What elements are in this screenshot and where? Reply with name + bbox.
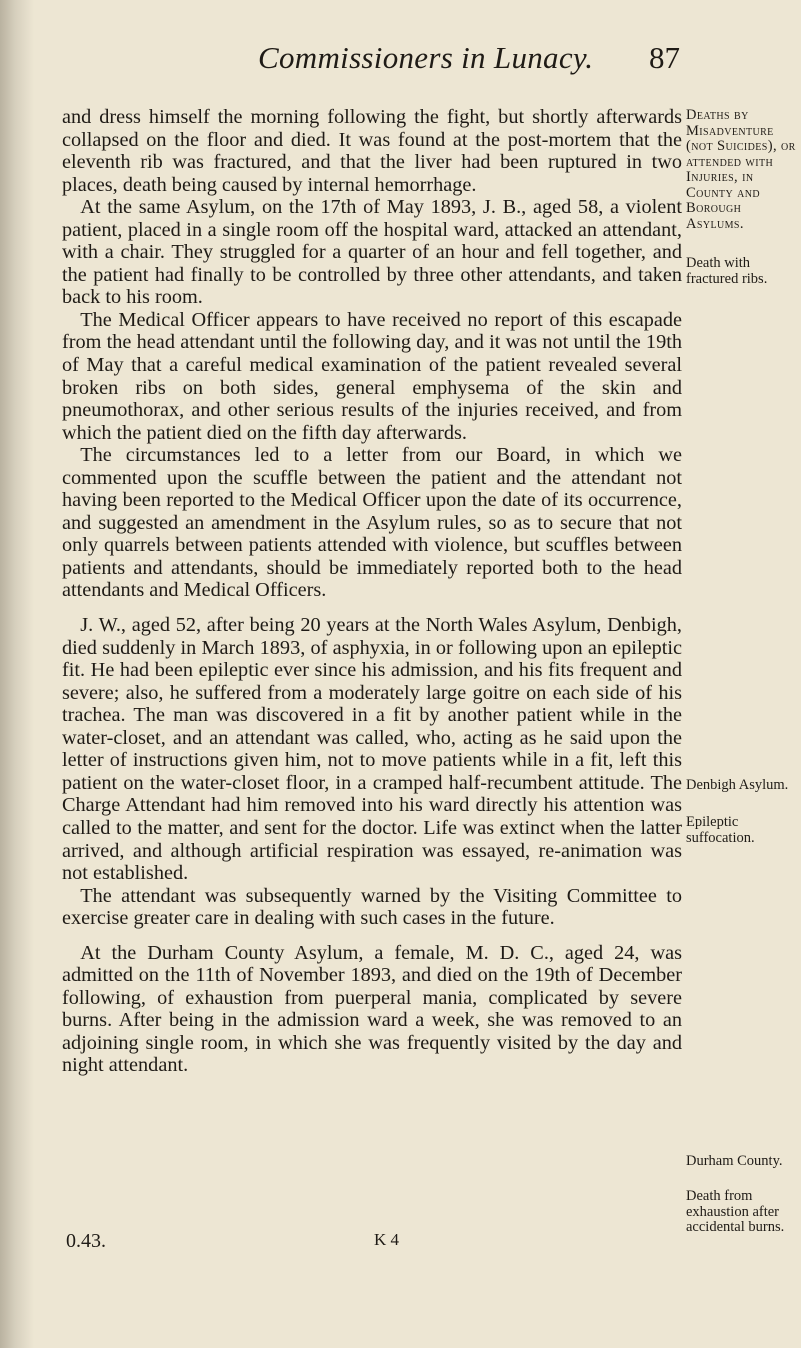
signature-number: 0.43. xyxy=(66,1230,106,1252)
paragraph-board-letter: The circumstances led to a letter from our Board, in which we commented upon the scuffle between the patient and the attendant not having been reported to the Medical Officer upon the date of its occurrence, and suggested an amendment in the Asylum rules, so as to secure that not only quarrels between patients attended with violence, but scuffles between patients and attendants, should be immediately reported both to the head attendants and Medical Officers. xyxy=(62,444,682,602)
margin-note-fractured-ribs: Death with fractured ribs. xyxy=(686,255,768,287)
paragraph-jw-case: J. W., aged 52, after being 20 years at the North Wales Asylum, Denbigh, died suddenly in March 1893, of asphyxia, in or following upon an epileptic fit. He had been epileptic ever since his admission, and his fits frequent and severe; also, he suffered from a moderately large goitre on each side of his trachea. The man was discovered in a fit by another patient while in the water-closet, and an attendant was called, who, acting as he said upon the letter of instructions given him, not to move patients while in a fit, left this patient on the water-closet floor, in a cramped half-recumbent attitude. The Charge Attendant had him removed into his ward directly his attention was called to the matter, and sent for the doctor. Life was extinct when the latter arrived, and although artificial respiration was essayed, re-animation was not established. xyxy=(62,614,682,885)
paragraph-continuation: and dress himself the morning following the fight, but shortly afterwards collapsed on the floor and died. It was found at the post-mortem that the eleventh rib was fractured, and that the liver had been ruptured in two places, death being caused by internal hemorrhage. xyxy=(62,106,682,196)
margin-note-denbigh-asylum: Denbigh Asylum. xyxy=(686,777,789,793)
page-footer xyxy=(62,1230,682,1256)
page-number: 87 xyxy=(649,40,680,75)
paragraph-jb-case: At the same Asylum, on the 17th of May 1893, J. B., aged 58, a violent patient, placed in a single room off the hospital ward, attacked an attendant, with a chair. They struggled for a quarter of an hour and fell together, and the patient had finally to be controlled by three other attendants, and taken back to his room. xyxy=(62,196,682,309)
page-header xyxy=(230,40,680,80)
paragraph-attendant-warned: The attendant was subsequently warned by the Visiting Committee to exercise greater care in dealing with such cases in the future. xyxy=(62,884,682,930)
body-text xyxy=(62,106,682,1089)
paragraph-durham-case: At the Durham County Asylum, a female, M. D. C., aged 24, was admitted on the 11th of November 1893, and died on the 19th of December following, of exhaustion from puerperal mania, complicated by severe burns. After being in the admission ward a week, she was removed to an adjoining single room, in which she was frequently visited by the day and night attendant. xyxy=(62,941,682,1077)
signature-mark: K 4 xyxy=(374,1230,400,1249)
margin-note-death-from-exhaustion: Death from exhaustion after accidental burns. xyxy=(686,1188,785,1235)
running-title: Commissioners in Lunacy. xyxy=(258,40,594,75)
page-edge-shadow xyxy=(0,0,34,1348)
margin-note-epileptic-suffocation: Epileptic suffocation. xyxy=(686,814,755,846)
margin-note-deaths-by-misadventure: Deaths by Misadventure (not Suicides), or attended with Injuries, in County and Borough Asylums. xyxy=(686,107,796,232)
margin-note-durham-county: Durham County. xyxy=(686,1153,783,1169)
paragraph-medical-officer: The Medical Officer appears to have received no report of this escapade from the head attendant until the following day, and it was not until the 19th of May that a careful medical examination of the patient revealed several broken ribs on both sides, general emphysema of the skin and pneumothorax, and other serious results of the injuries received, and from which the patient died on the fifth day afterwards. xyxy=(62,308,682,444)
